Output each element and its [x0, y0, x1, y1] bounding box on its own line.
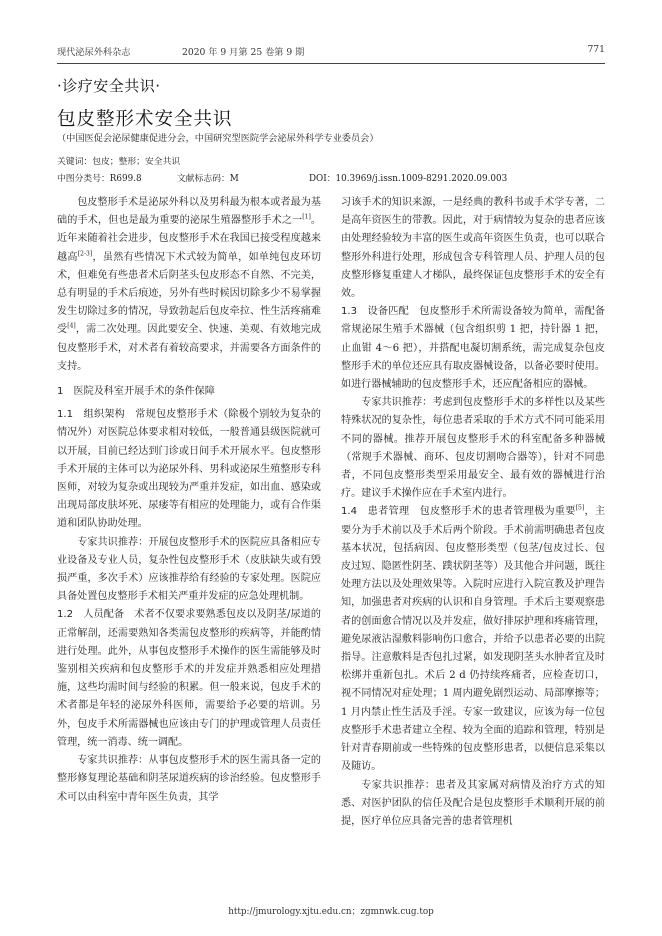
- authors: （中国医促会泌尿健康促进分会，中国研究型医院学会泌尿外科学专业委员会）: [57, 133, 379, 144]
- section-1-3: 1.3 设备匹配 包皮整形手术所需设备较为简单，需配备常规泌尿生殖手术器械（包含组织剪 1 把，持针器 1 把，止血钳 4～6 把），并搭配电凝切割系统，需完成复杂包皮整形手术的单位还应具有取皮器械设备，以备必要时使用。如进行器械辅助的包皮整形手术，还应配备相应的器械。: [341, 306, 606, 391]
- consensus-1-1: 专家共识推荐：开展包皮整形手术的医院应具备相应专业设备及专业人员，复杂性包皮整形手术（皮肤缺失或有毁损严重，多次手术）应该推荐给有经验的专家处理。医院应具备处置包皮整形手术相关严重并发症的应急处理机制。: [57, 536, 321, 603]
- page-number: 771: [587, 44, 605, 55]
- subheading: 1.2 人员配备: [57, 609, 125, 621]
- citation: [4]: [67, 323, 76, 331]
- journal-name: 现代泌尿外科杂志: [57, 47, 131, 58]
- section-title: ·诊疗安全共识·: [57, 77, 161, 95]
- clc-number: 中图分类号：R699.8: [57, 174, 142, 184]
- continuation-paragraph: 习该手术的知识来源，一是经典的教科书或手术学专著，二是高年资医生的带教。因此，对于病情较为复杂的患者应该由处理经验较为丰富的医生或高年资医生负责，也可以联合整形外科进行处理，形成包含专科管理人员、护理人员的包皮整形修复重建人才梯队，最终保证包皮整形手术的安全有效。: [341, 197, 605, 300]
- section-1-4: 1.4 患者管理 包皮整形手术的患者管理极为重要[5]，主要分为手术前以及手术后两个阶段。手术前需明确患者包皮基本状况，包括病因、包皮整形类型（包茎/包皮过长、包皮过短、隐匿性阴茎、蹼状阴茎等）及其他合并问题，既往处理方法以及处理效果等。入院时应进行入院宣教及护理告知，加强患者对疾病的认识和自身管理。手术后主要观察患者的创面愈合情况以及并发症，做好排尿护理和疼痛管理，避免尿液沾湿敷料影响伤口愈合，并给予以患者必要的出院指导。注意敷料是否包扎过紧，如发现阴茎头水肿者宜及时松绑并重新包扎。术后 2 d 仍持续疼痛者，应检查切口，视不同情况对症处理；1 周内避免剧烈运动、局部摩擦等；1 月内禁止性生活及手淫。专家一致建议，应该为每一位包皮整形手术患者建立全程、较为全面的追踪和管理，特别是针对青春期前或一些特殊的包皮整形患者，以便信息采集以及随访。: [341, 505, 606, 773]
- issue-date: 2020 年 9 月第 25 卷第 9 期: [182, 47, 305, 58]
- article-title: 包皮整形术安全共识: [57, 109, 233, 130]
- consensus-1-2: 专家共识推荐：从事包皮整形手术的医生需具备一定的整形修复理论基础和阴茎尿道疾病的诊治经验。包皮整形手术可以由科室中青年医生负责，其学: [57, 755, 321, 803]
- right-column: [341, 194, 605, 831]
- consensus-1-4: 专家共识推荐：患者及其家属对病情及治疗方式的知悉、对医护团队的信任及配合是包皮整形手术顺利开展的前提，医疗单位应具备完善的患者管理机: [341, 779, 605, 827]
- intro-paragraph: 包皮整形手术是泌尿外科以及男科最为根本或者最为基础的手术，但也是最为重要的泌尿生殖器整形手术之一[1]。近年来随着社会进步，包皮整形手术在我国已接受程度越来越高[2-3]，虽然有些情况下术式较为简单，如单纯包皮环切术，但难免有些患者术后阴茎头包皮形态不自然、不完美，总有明显的手术后痕迹，另外有些时候因切除多少不易掌握发生切除过多的情况，导致勃起后包皮牵拉、性生活疼痛难受[4]，需二次处理。因此要安全、快速、美观、有效地完成包皮整形手术，对术者有着较高要求，并需要各方面条件的支持。: [57, 197, 322, 372]
- doi: DOI：10.3969/j.issn.1009-8291.2020.09.003: [309, 174, 508, 184]
- citation: [2-3]: [77, 250, 93, 258]
- header-rule: [57, 63, 605, 64]
- section-1-2: 1.2 人员配备 术者不仅要求要熟悉包皮以及阴茎/尿道的正常解剖，还需要熟知各类需包皮整形的疾病等，并能酌情进行处理。此外，从事包皮整形手术操作的医生需能够及时鉴别相关疾病和包皮整形手术的并发症并熟悉相应处理措施，这些均需时间与经验的积累。但一般来说，包皮手术的术者都是年轻的泌尿外科医师，需要给予必要的培训。另外，包皮手术所需器械也应该由专门的护理或管理人员责任管理，统一消毒、统一调配。: [57, 609, 321, 748]
- left-column: [57, 194, 321, 807]
- subheading: 1.1 组织架构: [57, 409, 125, 421]
- keywords: 关键词：包皮；整形；安全共识: [57, 157, 181, 167]
- section-1-1: 1.1 组织架构 常规包皮整形手术（除极个别较为复杂的情况外）对医院总体要求相对较低，一般普通县级医院就可以开展，目前已经达到门诊或日间手术开展水平。包皮整形手术开展的主体可以为泌尿外科、男科或泌尿生殖整形专科医师，对较为复杂或出现较为严重并发症，如出血、感染或出现局部皮肤坏死、尿瘘等有相应的处理能力，或有合作渠道和团队协助处理。: [57, 409, 322, 530]
- classification-line: [57, 171, 508, 184]
- subheading: 1.4 患者管理: [341, 506, 410, 518]
- citation: [1]: [302, 213, 311, 221]
- consensus-1-3: 专家共识推荐：考虑到包皮整形手术的多样性以及某些特殊状况的复杂性，每位患者采取的手术方式不同可能采用不同的器械。推荐开展包皮整形手术的科室配备多种器械（常规手术器械、商环、包皮切割吻合器等），针对不同患者，不同包皮整形类型采用最安全、最有效的器械进行治疗。建议手术操作应在手术室内进行。: [341, 397, 605, 500]
- citation: [5]: [575, 505, 585, 513]
- document-code: 文献标志码：M: [177, 174, 239, 184]
- running-header: [57, 44, 605, 60]
- heading-1: 1 医院及科室开展手术的条件保障: [57, 386, 215, 398]
- footer-url: http://jmurology.xjtu.edu.cn；zgmnwk.cug.top: [228, 907, 434, 917]
- subheading: 1.3 设备匹配: [341, 306, 409, 318]
